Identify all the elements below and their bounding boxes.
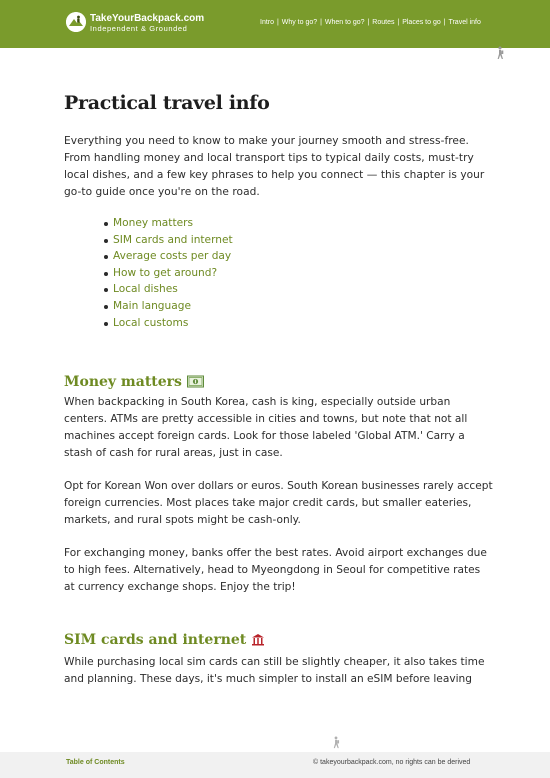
brand-name: TakeYourBackpack.com	[90, 13, 205, 24]
page-title: Practical travel info	[64, 92, 270, 114]
brand[interactable]	[90, 13, 204, 33]
brand-tagline: Independent & Grounded	[90, 24, 188, 33]
money-icon	[187, 375, 204, 388]
toc-link-customs[interactable]: Local customs	[104, 315, 233, 332]
hiker-icon	[495, 46, 505, 60]
section-list	[104, 215, 233, 331]
money-heading-text: Money matters	[64, 374, 182, 390]
sim-heading-text: SIM cards and internet	[64, 632, 247, 648]
money-paragraph-3: For exchanging money, banks offer the best rates. Avoid airport exchanges due to high fees. Alternatively, head to Myeongdong in Seoul for competitive rates at currency exchange shops. Enjoy the trip!	[64, 547, 487, 593]
nav-travel-info[interactable]: Travel info	[448, 19, 481, 26]
intro-paragraph: Everything you need to know to make your journey smooth and stress-free. From handling money and local transport tips to typical daily costs, must-try local dishes, and a few key phrases to help you connect — this chapter is your go-to guide once you're on the road.	[64, 135, 485, 198]
toc-link-costs[interactable]: Average costs per day	[104, 248, 233, 265]
money-paragraph-1: When backpacking in South Korea, cash is king, especially outside urban centers. ATMs are pretty accessible in cities and towns, but note that not all machines accept foreign cards. Look for those labeled 'Global ATM.' Carry a stash of cash for rural areas, just in case.	[64, 396, 468, 459]
toc-link-transport[interactable]: How to get around?	[104, 265, 233, 282]
copyright-text: © takeyourbackpack.com, no rights can be derived	[313, 759, 471, 766]
nav-when[interactable]: When to go?	[324, 19, 365, 26]
sim-paragraph-1: While purchasing local sim cards can still be slightly cheaper, it also takes time and planning. These days, it's much simpler to install an eSIM before leaving	[64, 656, 485, 685]
money-heading	[64, 374, 204, 390]
toc-link-money[interactable]: Money matters	[104, 215, 233, 232]
nav-intro[interactable]: Intro	[260, 19, 275, 26]
tower-icon	[251, 633, 265, 646]
toc-link-sim[interactable]: SIM cards and internet	[104, 232, 233, 249]
toc-link-language[interactable]: Main language	[104, 298, 233, 315]
logo-icon[interactable]	[66, 12, 86, 32]
nav-why[interactable]: Why to go?	[281, 19, 318, 26]
sim-heading	[64, 632, 265, 648]
nav-places[interactable]: Places to go	[402, 19, 441, 26]
toc-link-dishes[interactable]: Local dishes	[104, 281, 233, 298]
top-nav: Intro | Why to go? | When to go? | Routes | Places to go | Travel info	[260, 19, 481, 26]
nav-routes[interactable]: Routes	[372, 19, 395, 26]
footer-hiker-icon	[331, 736, 341, 749]
table-of-contents-link[interactable]: Table of Contents	[66, 759, 125, 766]
money-paragraph-2: Opt for Korean Won over dollars or euros. South Korean businesses rarely accept foreign currencies. Most places take major credit cards, but smaller eateries, markets, and rural spots might be cash-only.	[64, 480, 493, 526]
